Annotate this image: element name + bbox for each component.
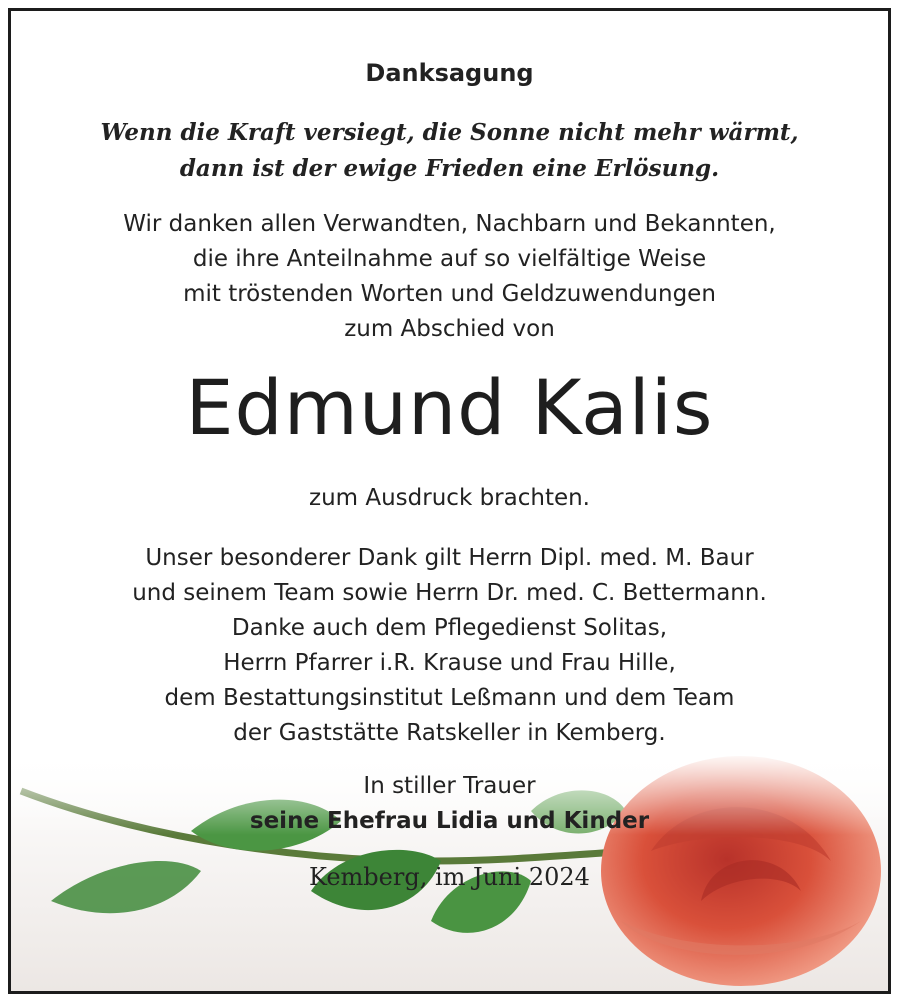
thanks-text [11, 541, 888, 751]
intro-line: zum Abschied von [344, 316, 555, 342]
thanks-line: und seinem Team sowie Herrn Dr. med. C. Bettermann. [132, 580, 767, 606]
thanks-line: der Gaststätte Ratskeller in Kemberg. [233, 720, 666, 746]
thanks-line: Unser besonderer Dank gilt Herrn Dipl. med. M. Baur [145, 545, 754, 571]
obituary-card [8, 8, 891, 994]
deceased-name: Edmund Kalis [185, 363, 714, 452]
heading: Danksagung [365, 59, 534, 87]
mourning-block [11, 769, 888, 839]
intro-text [11, 207, 888, 347]
intro-line: die ihre Anteilnahme auf so vielfältige Weise [192, 246, 707, 272]
motto-line: dann ist der ewige Frieden eine Erlösung. [179, 155, 720, 182]
motto [11, 115, 888, 187]
intro-line: mit tröstenden Worten und Geldzuwendungen [183, 281, 716, 307]
thanks-line: dem Bestattungsinstitut Leßmann und dem Team [164, 685, 735, 711]
motto-line: Wenn die Kraft versiegt, die Sonne nicht mehr wärmt, [100, 119, 799, 146]
mourning-line: In stiller Trauer [363, 773, 536, 799]
mourning-family: seine Ehefrau Lidia und Kinder [249, 808, 650, 834]
thanks-line: Danke auch dem Pflegedienst Solitas, [231, 615, 668, 641]
intro-line: Wir danken allen Verwandten, Nachbarn und Bekannten, [123, 211, 776, 237]
thanks-line: Herrn Pfarrer i.R. Krause und Frau Hille, [223, 650, 676, 676]
closing-text: zum Ausdruck brachten. [309, 485, 590, 511]
place-date: Kemberg, im Juni 2024 [309, 863, 590, 891]
